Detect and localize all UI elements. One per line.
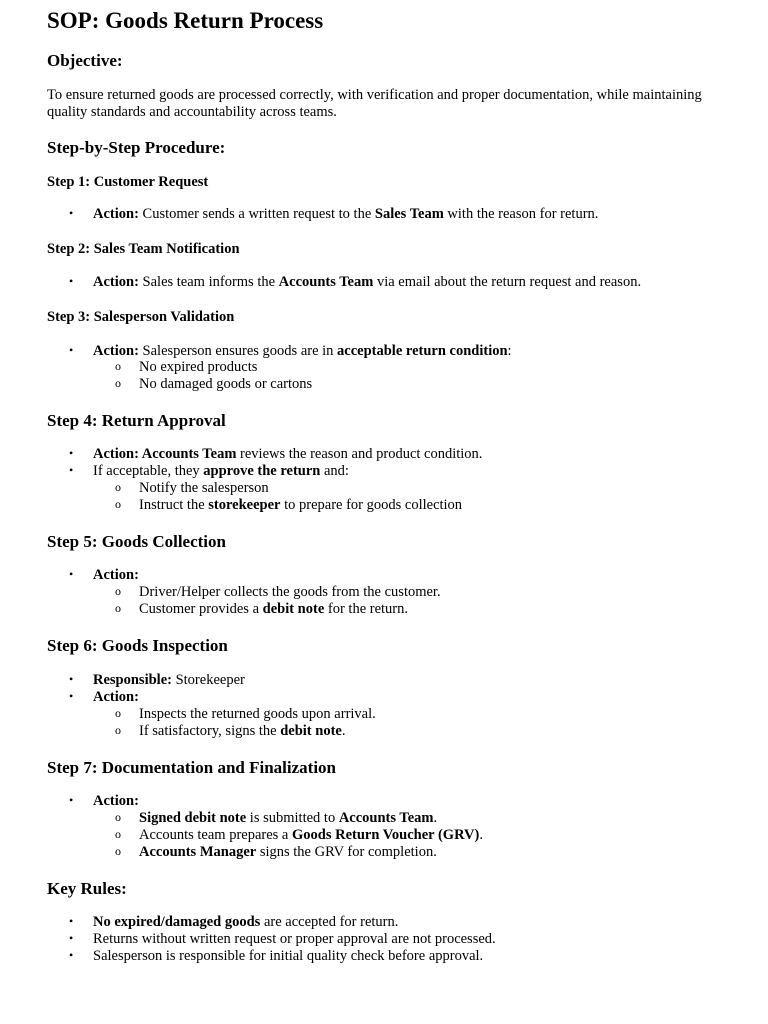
list-item: • Action: (69, 793, 139, 809)
bullet-icon: • (69, 274, 74, 288)
circle-bullet-icon: o (115, 827, 121, 841)
circle-bullet-icon: o (115, 601, 121, 615)
step5-heading: Step 5: Goods Collection (47, 532, 226, 551)
bullet-icon: • (69, 343, 74, 357)
bullet-icon: • (69, 463, 74, 477)
page-title: SOP: Goods Return Process (47, 8, 324, 33)
key-rules-heading: Key Rules: (47, 879, 127, 898)
list-item: • Salesperson is responsible for initial quality check before approval. (69, 948, 484, 964)
circle-bullet-icon: o (115, 723, 121, 737)
bullet-icon: • (69, 914, 74, 928)
step7-heading: Step 7: Documentation and Finalization (47, 758, 337, 777)
step6-heading: Step 6: Goods Inspection (47, 636, 228, 655)
sub-list-item: o No expired products (115, 359, 258, 375)
step4-heading: Step 4: Return Approval (47, 411, 226, 430)
list-item: • Returns without written request or proper approval are not processed. (69, 931, 496, 947)
bullet-icon: • (69, 931, 74, 945)
list-item: • Action: Salesperson ensures goods are in acceptable return condition: (69, 343, 512, 359)
sub-list-item: o No damaged goods or cartons (115, 376, 313, 392)
bullet-icon: • (69, 793, 74, 807)
step2-heading: Step 2: Sales Team Notification (47, 241, 240, 257)
step3-heading: Step 3: Salesperson Validation (47, 309, 235, 325)
circle-bullet-icon: o (115, 584, 121, 598)
bullet-icon: • (69, 689, 74, 703)
sub-list-item: o If satisfactory, signs the debit note. (115, 723, 346, 739)
circle-bullet-icon: o (115, 359, 121, 373)
bullet-icon: • (69, 446, 74, 460)
sub-list-item: o Instruct the storekeeper to prepare for goods collection (115, 497, 463, 513)
circle-bullet-icon: o (115, 844, 121, 858)
list-item: • Action: Accounts Team reviews the reason and product condition. (69, 446, 483, 462)
list-item: • No expired/damaged goods are accepted for return. (69, 914, 399, 930)
circle-bullet-icon: o (115, 810, 121, 824)
list-item: • Action: (69, 689, 139, 705)
sub-list-item: o Notify the salesperson (115, 480, 269, 496)
circle-bullet-icon: o (115, 706, 121, 720)
circle-bullet-icon: o (115, 376, 121, 390)
sub-list-item: o Signed debit note is submitted to Accounts Team. (115, 810, 438, 826)
objective-text: To ensure returned goods are processed correctly, with verification and proper documentation, while maintaining quality standards and accountability across teams. (47, 87, 702, 120)
sub-list-item: o Accounts team prepares a Goods Return Voucher (GRV). (115, 827, 483, 843)
sub-list-item: o Inspects the returned goods upon arrival. (115, 706, 376, 722)
bullet-icon: • (69, 567, 74, 581)
bullet-icon: • (69, 948, 74, 962)
bullet-icon: • (69, 206, 74, 220)
circle-bullet-icon: o (115, 480, 121, 494)
sub-list-item: o Driver/Helper collects the goods from the customer. (115, 584, 441, 600)
sub-list-item: o Customer provides a debit note for the return. (115, 601, 409, 617)
procedure-heading: Step-by-Step Procedure: (47, 138, 226, 157)
sub-list-item: o Accounts Manager signs the GRV for completion. (115, 844, 437, 860)
list-item: • If acceptable, they approve the return and: (69, 463, 349, 479)
list-item: • Action: (69, 567, 139, 583)
list-item: • Action: Sales team informs the Accounts Team via email about the return request and reason. (69, 274, 642, 290)
objective-heading: Objective: (47, 51, 123, 70)
circle-bullet-icon: o (115, 497, 121, 511)
step1-heading: Step 1: Customer Request (47, 174, 209, 190)
list-item: • Action: Customer sends a written request to the Sales Team with the reason for return. (69, 206, 599, 222)
bullet-icon: • (69, 672, 74, 686)
list-item: • Responsible: Storekeeper (69, 672, 245, 688)
